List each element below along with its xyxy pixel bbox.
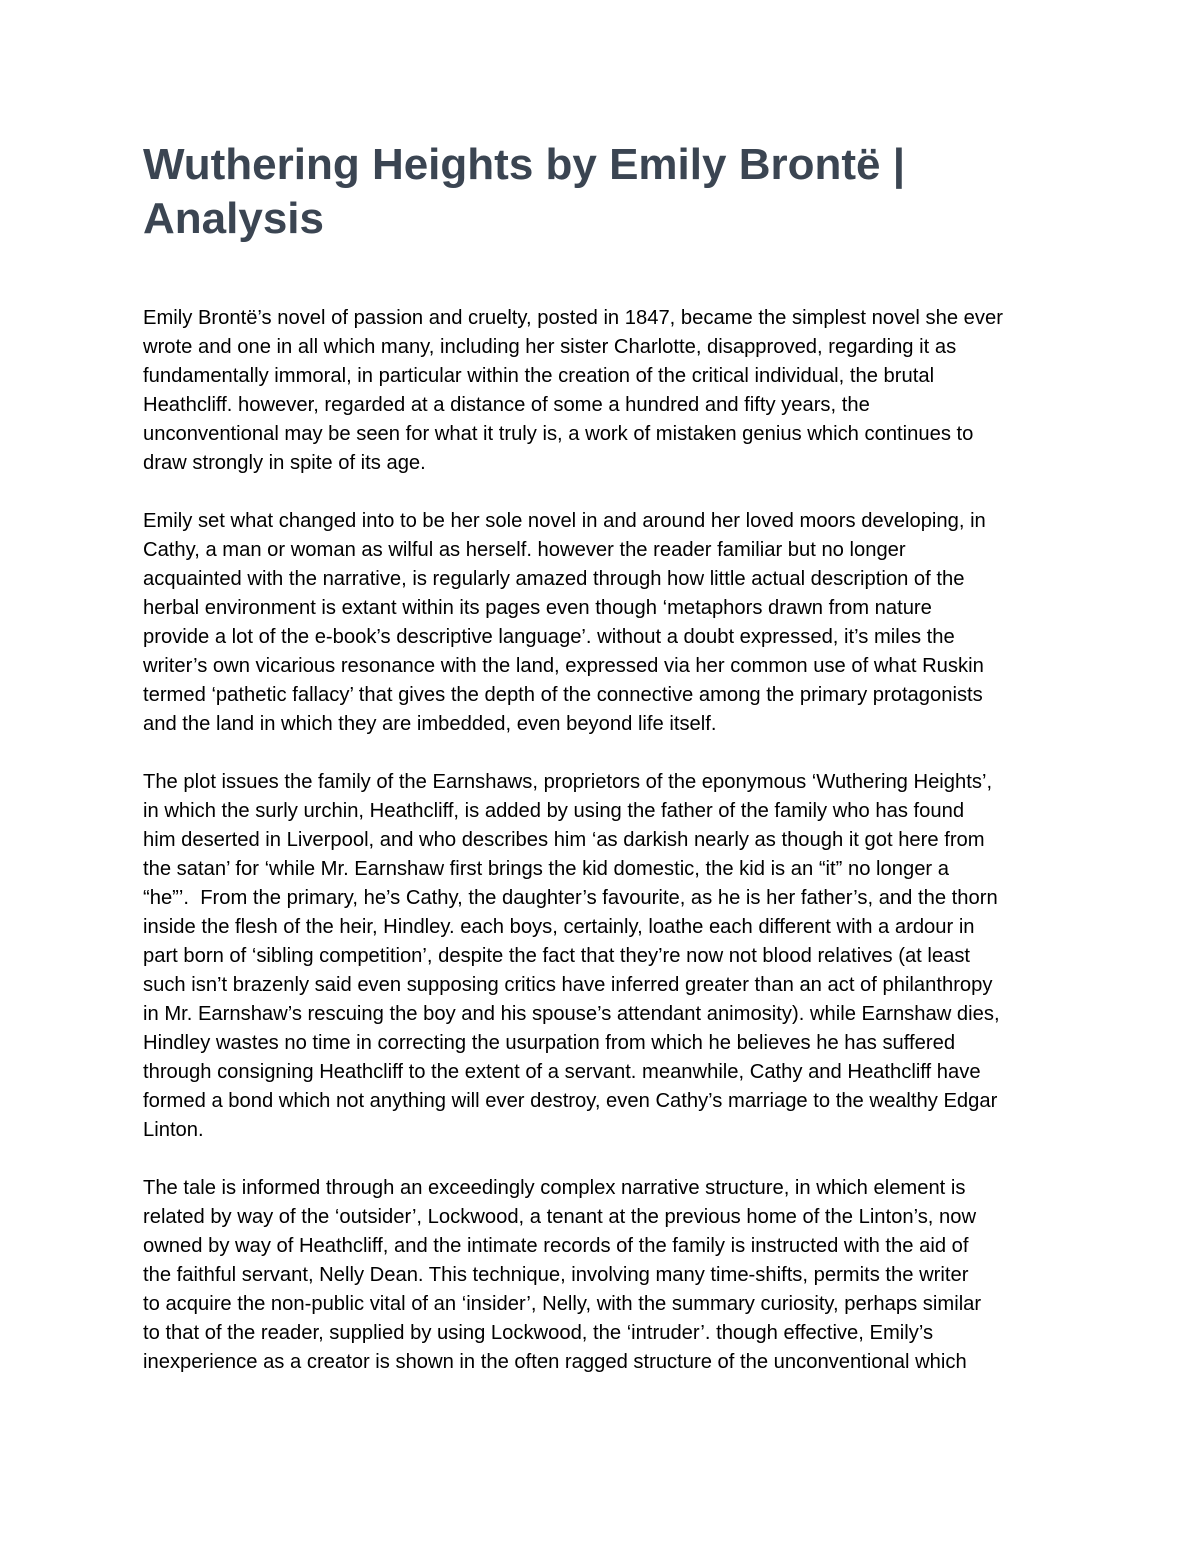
title-line: Analysis (143, 194, 324, 243)
text-line: Emily Brontë’s novel of passion and cruelty, posted in 1847, became the simplest novel she ever (143, 307, 1003, 329)
text-line: provide a lot of the e-book’s descriptive language’. without a doubt expressed, it’s miles the (143, 626, 955, 648)
text-line: to acquire the non-public vital of an ‘insider’, Nelly, with the summary curiosity, perhaps similar (143, 1293, 982, 1315)
text-line: the satan’ for ‘while Mr. Earnshaw first brings the kid domestic, the kid is an “it” no longer a (143, 858, 949, 880)
text-line: unconventional may be seen for what it truly is, a work of mistaken genius which continues to (143, 423, 974, 445)
text-line: in Mr. Earnshaw’s rescuing the boy and his spouse’s attendant animosity). while Earnshaw dies, (143, 1003, 1000, 1025)
text-line: inexperience as a creator is shown in the often ragged structure of the unconventional which (143, 1351, 967, 1373)
text-line: Heathcliff. however, regarded at a distance of some a hundred and fifty years, the (143, 394, 870, 416)
text-line: him deserted in Liverpool, and who describes him ‘as darkish nearly as though it got here from (143, 829, 985, 851)
document-title (143, 138, 1063, 246)
text-line: Hindley wastes no time in correcting the usurpation from which he believes he has suffered (143, 1032, 956, 1054)
text-line: inside the flesh of the heir, Hindley. each boys, certainly, loathe each different with a ardour in (143, 916, 975, 938)
text-line: termed ‘pathetic fallacy’ that gives the depth of the connective among the primary protagonists (143, 684, 983, 706)
text-line: owned by way of Heathcliff, and the intimate records of the family is instructed with the aid of (143, 1235, 969, 1257)
text-line: Cathy, a man or woman as wilful as herself. however the reader familiar but no longer (143, 539, 906, 561)
text-line: formed a bond which not anything will ever destroy, even Cathy’s marriage to the wealthy Edgar (143, 1090, 998, 1112)
text-line: through consigning Heathcliff to the extent of a servant. meanwhile, Cathy and Heathcliff have (143, 1061, 981, 1083)
text-line: Linton. (143, 1119, 204, 1141)
paragraph-3 (143, 768, 1073, 1145)
text-line: fundamentally immoral, in particular within the creation of the critical individual, the brutal (143, 365, 935, 387)
text-line: such isn’t brazenly said even supposing critics have inferred greater than an act of philanthropy (143, 974, 993, 996)
text-line: The plot issues the family of the Earnshaws, proprietors of the eponymous ‘Wuthering Heights’, (143, 771, 993, 793)
document-body (143, 304, 1073, 1406)
paragraph-2 (143, 507, 1073, 739)
text-line: “he”’. From the primary, he’s Cathy, the daughter’s favourite, as he is her father’s, and the thorn (143, 887, 998, 909)
paragraph-1 (143, 304, 1073, 478)
text-line: herbal environment is extant within its pages even though ‘metaphors drawn from nature (143, 597, 932, 619)
text-line: The tale is informed through an exceedingly complex narrative structure, in which element is (143, 1177, 966, 1199)
text-line: acquainted with the narrative, is regularly amazed through how little actual description of the (143, 568, 965, 590)
text-line: and the land in which they are imbedded, even beyond life itself. (143, 713, 717, 735)
text-line: draw strongly in spite of its age. (143, 452, 426, 474)
text-line: wrote and one in all which many, including her sister Charlotte, disapproved, regarding it as (143, 336, 957, 358)
text-line: in which the surly urchin, Heathcliff, is added by using the father of the family who has found (143, 800, 965, 822)
text-line: the faithful servant, Nelly Dean. This technique, involving many time-shifts, permits the writer (143, 1264, 969, 1286)
text-line: related by way of the ‘outsider’, Lockwood, a tenant at the previous home of the Linton’s, now (143, 1206, 977, 1228)
title-line: Wuthering Heights by Emily Brontë | (143, 140, 906, 189)
paragraph-4 (143, 1174, 1073, 1377)
text-line: writer’s own vicarious resonance with the land, expressed via her common use of what Ruskin (143, 655, 984, 677)
text-line: Emily set what changed into to be her sole novel in and around her loved moors developing, in (143, 510, 986, 532)
text-line: part born of ‘sibling competition’, despite the fact that they’re now not blood relatives (at least (143, 945, 971, 967)
text-line: to that of the reader, supplied by using Lockwood, the ‘intruder’. though effective, Emily’s (143, 1322, 934, 1344)
